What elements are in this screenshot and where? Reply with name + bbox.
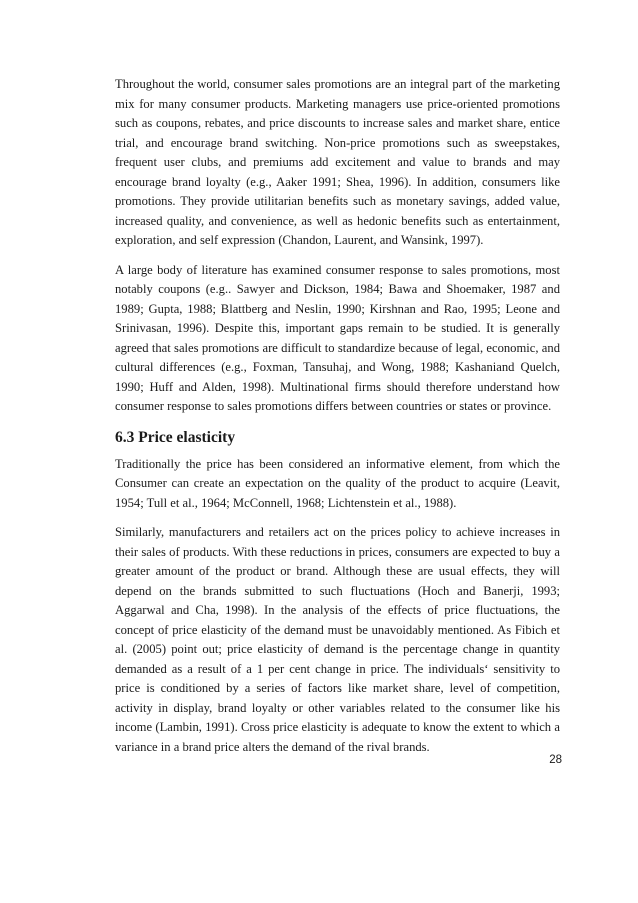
section-heading: 6.3 Price elasticity — [115, 428, 236, 446]
document-page — [115, 75, 560, 767]
page-number: 28 — [549, 754, 562, 766]
paragraph-price-informative: Traditionally the price has been considered an informative element, from which the Consumer can create an expectation on the quality of the product to acquire (Leavit, 1954; Tull et al., 1964; McConnell, 1968; Lichtenstein et al., 1988). — [115, 456, 560, 510]
paragraph-literature-review: A large body of literature has examined consumer response to sales promotions, most notably coupons (e.g.. Sawyer and Dickson, 1984; Bawa and Shoemaker, 1987 and 1989; Gupta, 1988; Blattberg and Neslin, 1990; Kirshnan and Rao, 1995; Leone and Srinivasan, 1996). Despite this, important gaps remain to be studied. It is generally agreed that sales promotions are difficult to standardize because of legal, economic, and cultural differences (e.g., Foxman, Tansuhaj, and Wong, 1988; Kashaniand Quelch, 1990; Huff and Alden, 1998). Multinational firms should therefore understand how consumer response to sales promotions differs between countries or states or province. — [115, 262, 560, 413]
paragraph-sales-promotions: Throughout the world, consumer sales promotions are an integral part of the marketing mix for many consumer products. Marketing managers use price-oriented promotions such as coupons, rebates, and price discounts to increase sales and market share, entice trial, and encourage brand switching. Non-price promotions such as sweepstakes, frequent user clubs, and premiums add excitement and value to brands and may encourage brand loyalty (e.g., Aaker 1991; Shea, 1996). In addition, consumers like promotions. They provide utilitarian benefits such as monetary savings, added value, increased quality, and convenience, as well as hedonic benefits such as entertainment, exploration, and self expression (Chandon, Laurent, and Wansink, 1997). — [115, 77, 560, 247]
paragraph-price-elasticity: Similarly, manufacturers and retailers act on the prices policy to achieve increases in their sales of products. With these reductions in prices, consumers are expected to buy a greater amount of the product or brand. Although these are usual effects, they will depend on the brands submitted to such fluctuations (Hoch and Banerji, 1993; Aggarwal and Cha, 1998). In the analysis of the effects of price fluctuations, the concept of price elasticity of the demand must be unavoidably mentioned. As Fibich et al. (2005) point out; price elasticity of demand is the percentage change in quantity demanded as a result of a 1 per cent change in price. The individuals‘ sensitivity to price is conditioned by a series of factors like market share, level of competition, activity in display, brand loyalty or other variables related to the consumer like his income (Lambin, 1991). Cross price elasticity is adequate to know the extent to which a variance in a brand price alters the demand of the rival brands. — [115, 525, 560, 754]
